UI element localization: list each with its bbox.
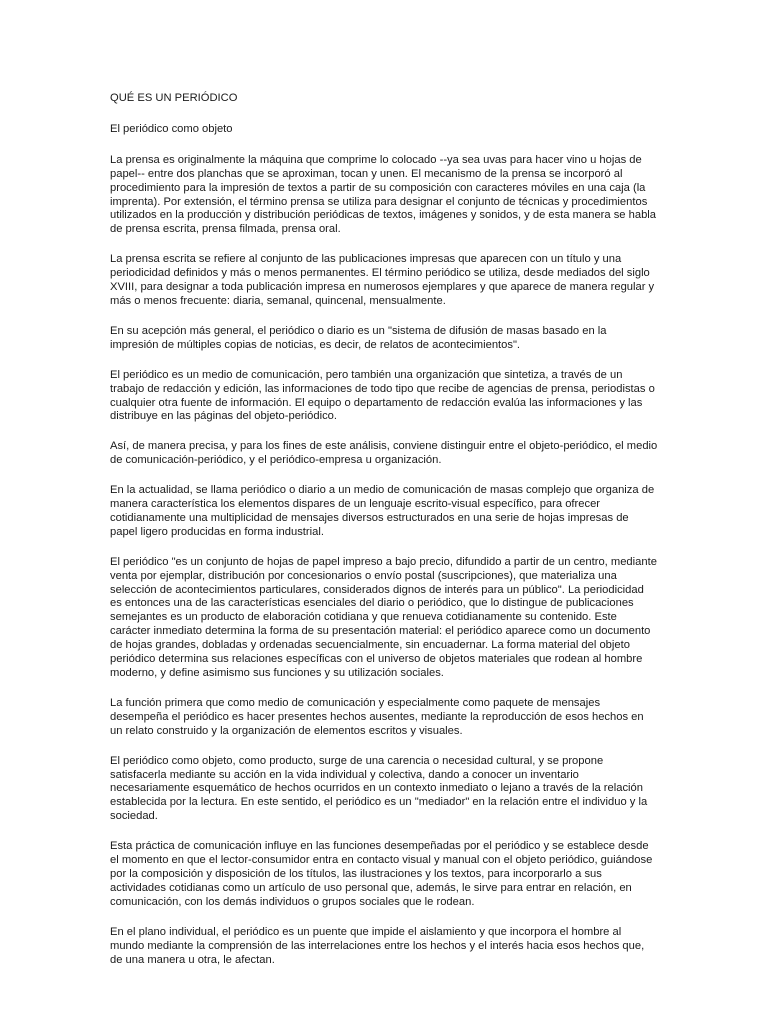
paragraph: Esta práctica de comunicación influye en las funciones desempeñadas por el periódico y se establece desde el momento en que el lector-consumidor entra en contacto visual y manual con el objeto periódico, guiándose por la composición y disposición de los títulos, las ilustraciones y los textos, para incorporarlo a sus actividades cotidianas como un artículo de uso personal que, además, le sirve para entrar en relación, en comunicación, con los demás individuos o grupos sociales que le rodean.: [110, 840, 653, 908]
paragraph: En su acepción más general, el periódico o diario es un "sistema de difusión de masas basado en la impresión de múltiples copias de noticias, es decir, de relatos de acontecimientos".: [110, 324, 607, 351]
document-body: [110, 92, 658, 983]
section-heading: El periódico como objeto: [110, 122, 233, 135]
paragraph: La función primera que como medio de comunicación y especialmente como paquete de mensajes desempeña el periódico es hacer presentes hechos ausentes, mediante la reproducción de esos hechos en un relato construido y la organización de elementos escritos y visuales.: [110, 696, 644, 737]
paragraph: El periódico es un medio de comunicación, pero también una organización que sintetiza, a través de un trabajo de redacción y edición, las informaciones de todo tipo que recibe de agencias de prensa, periodistas o cualquier otra fuente de información. El equipo o departamento de redacción evalúa las informaciones y las distribuye en las páginas del objeto-periódico.: [110, 368, 655, 423]
paragraph: Así, de manera precisa, y para los fines de este análisis, conviene distinguir entre el objeto-periódico, el medio de comunicación-periódico, y el periódico-empresa u organización.: [110, 440, 658, 467]
paragraph: En la actualidad, se llama periódico o diario a un medio de comunicación de masas complejo que organiza de manera característica los elementos dispares de un lenguaje escrito-visual específico, para ofrecer cotidianamente una multiplicidad de mensajes diversos estructurados en una serie de hojas impresas de papel ligero producidas en forma industrial.: [110, 484, 655, 538]
paragraph: El periódico como objeto, como producto, surge de una carencia o necesidad cultural, y se propone satisfacerla mediante su acción en la vida individual y colectiva, dando a conocer un inventario necesariamente esquemático de hechos ocurridos en un contexto inmediato o lejano a través de la relación establecida por la lectura. En este sentido, el periódico es un "mediador" en la relación entre el individuo y la sociedad.: [110, 754, 648, 823]
paragraph: En el plano individual, el periódico es un puente que impide el aislamiento y que incorpora el hombre al mundo mediante la comprensión de las interrelaciones entre los hechos y el interés hacia esos hechos que, de una manera u otra, le afectan.: [110, 925, 645, 966]
paragraph: La prensa escrita se refiere al conjunto de las publicaciones impresas que aparecen con un título y una periodicidad definidos y más o menos permanentes. El término periódico se utiliza, desde mediados del siglo XVIII, para designar a toda publicación impresa en numerosos ejemplares y que aparece de manera regular y más o menos frecuente: diaria, semanal, quincenal, mensualmente.: [110, 253, 655, 307]
paragraph: El periódico "es un conjunto de hojas de papel impreso a bajo precio, difundido a partir de un centro, mediante venta por ejemplar, distribución por concesionarios o envío postal (suscripciones), que materializa una selección de acontecimientos particulares, considerados dignos de interés para un público". La periodicidad es entonces una de las características esenciales del diario o periódico, que lo distingue de publicaciones semejantes es un producto de elaboración cotidiana y que renueva cotidianamente su contenido. Este carácter inmediato determina la forma de su presentación material: el periódico aparece como un documento de hojas grandes, dobladas y ordenadas secuencialmente, sin encuadernar. La forma material del objeto periódico determina sus relaciones específicas con el universo de objetos materiales que rodean al hombre moderno, y define asimismo sus funciones y su utilización sociales.: [110, 555, 657, 679]
paragraph: La prensa es originalmente la máquina que comprime lo colocado --ya sea uvas para hacer vino u hojas de papel-- entre dos planchas que se aproximan, tocan y unen. El mecanismo de la prensa se incorporó al procedimiento para la impresión de textos a partir de su composición con caracteres móviles en una caja (la imprenta). Por extensión, el término prensa se utiliza para designar el conjunto de técnicas y procedimientos utilizados en la producción y distribución periódicas de textos, imágenes y sonidos, y de esta manera se habla de prensa escrita, prensa filmada, prensa oral.: [110, 153, 657, 236]
document-title: QUÉ ES UN PERIÓDICO: [110, 92, 238, 104]
